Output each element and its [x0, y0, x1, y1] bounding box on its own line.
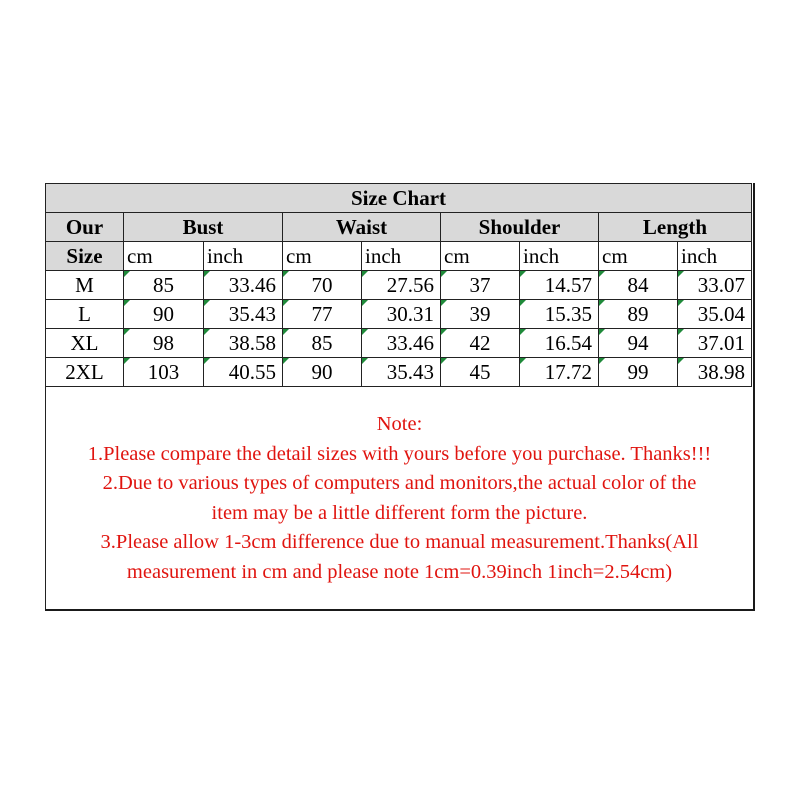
- notes-section: [45, 387, 753, 609]
- waist-cm-cell: 70: [283, 271, 362, 300]
- note-line: item may be a little different form the picture.: [211, 501, 588, 524]
- note-line: 1.Please compare the detail sizes with yours before you purchase. Thanks!!!: [87, 442, 712, 465]
- size-label: 2XL: [46, 358, 124, 387]
- note-line: 2.Due to various types of computers and monitors,the actual color of the: [102, 472, 697, 494]
- bust-inch-cell: 35.43: [204, 300, 283, 329]
- unit-bust-inch: inch: [204, 242, 283, 271]
- unit-waist-cm: cm: [283, 242, 362, 271]
- size-label: XL: [46, 329, 124, 358]
- unit-shoulder-cm: cm: [441, 242, 520, 271]
- shoulder-inch-cell: 14.57: [520, 271, 599, 300]
- bust-cm-cell: 103: [124, 358, 204, 387]
- table-row: [46, 358, 752, 387]
- shoulder-inch-cell: 15.35: [520, 300, 599, 329]
- waist-cm-cell: 85: [283, 329, 362, 358]
- length-cm-cell: 89: [599, 300, 678, 329]
- bust-cm-cell: 90: [124, 300, 204, 329]
- bust-cm-cell: 98: [124, 329, 204, 358]
- bust-inch-cell: 38.58: [204, 329, 283, 358]
- length-cm-cell: 84: [599, 271, 678, 300]
- length-cm-cell: 94: [599, 329, 678, 358]
- length-inch-cell: 38.98: [678, 358, 752, 387]
- unit-length-inch: inch: [678, 242, 752, 271]
- table-row: [46, 271, 752, 300]
- waist-inch-cell: 30.31: [362, 300, 441, 329]
- size-table: [45, 183, 752, 387]
- header-size: Size: [46, 242, 124, 271]
- waist-inch-cell: 35.43: [362, 358, 441, 387]
- unit-bust-cm: cm: [124, 242, 204, 271]
- shoulder-cm-cell: 37: [441, 271, 520, 300]
- bust-inch-cell: 33.46: [204, 271, 283, 300]
- waist-cm-cell: 77: [283, 300, 362, 329]
- table-row: [46, 329, 752, 358]
- waist-inch-cell: 33.46: [362, 329, 441, 358]
- note-line: 3.Please allow 1-3cm difference due to manual measurement.Thanks(All: [100, 531, 699, 553]
- shoulder-inch-cell: 16.54: [520, 329, 599, 358]
- header-waist: Waist: [283, 213, 441, 242]
- length-inch-cell: 35.04: [678, 300, 752, 329]
- unit-shoulder-inch: inch: [520, 242, 599, 271]
- note-title: Note:: [376, 413, 423, 435]
- header-our: Our: [46, 213, 124, 242]
- note-line: measurement in cm and please note 1cm=0.39inch 1inch=2.54cm): [126, 560, 673, 583]
- shoulder-inch-cell: 17.72: [520, 358, 599, 387]
- shoulder-cm-cell: 42: [441, 329, 520, 358]
- header-bust: Bust: [124, 213, 283, 242]
- length-cm-cell: 99: [599, 358, 678, 387]
- shoulder-cm-cell: 45: [441, 358, 520, 387]
- waist-inch-cell: 27.56: [362, 271, 441, 300]
- bust-cm-cell: 85: [124, 271, 204, 300]
- length-inch-cell: 37.01: [678, 329, 752, 358]
- table-row: [46, 300, 752, 329]
- table-title: Size Chart: [46, 184, 752, 213]
- bust-inch-cell: 40.55: [204, 358, 283, 387]
- waist-cm-cell: 90: [283, 358, 362, 387]
- size-label: M: [46, 271, 124, 300]
- unit-length-cm: cm: [599, 242, 678, 271]
- header-shoulder: Shoulder: [441, 213, 599, 242]
- unit-waist-inch: inch: [362, 242, 441, 271]
- length-inch-cell: 33.07: [678, 271, 752, 300]
- size-chart: [45, 183, 755, 611]
- size-label: L: [46, 300, 124, 329]
- shoulder-cm-cell: 39: [441, 300, 520, 329]
- header-length: Length: [599, 213, 752, 242]
